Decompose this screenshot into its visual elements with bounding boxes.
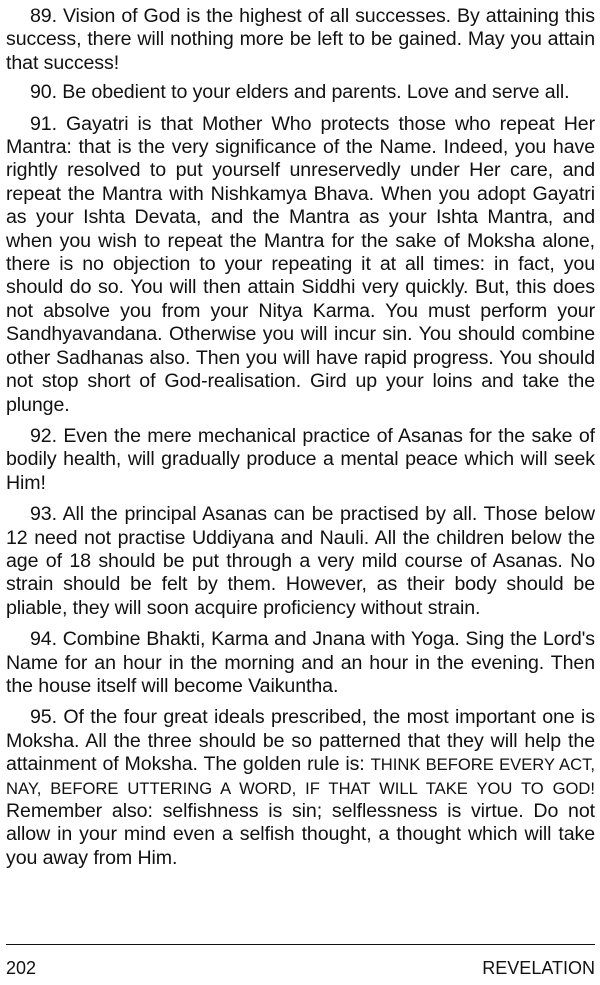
paragraph-95-intro: 95. Of the four great ideals prescribed, the most important one is Moksha. All the three should be so patterned that they will help the attainment of Moksha. The golden rule is: — [6, 706, 595, 776]
page-body — [6, 5, 595, 878]
paragraph-91: 91. Gayatri is that Mother Who protects those who repeat Her Mantra: that is the very significance of the Name. Indeed, you have rightly resolved to put yourself unreservedly under Her care, and repeat the Mantra with Nishkamya Bhava. When you adopt Gayatri as your Ishta Devata, and the Mantra as your Ishta Mantra, and when you wish to repeat the Mantra for the sake of Moksha alone, there is no objection to your repeating it at all times: in fact, you should do so. You will then attain Siddhi very quickly. But, this does not absolve you from your Nitya Karma. You must perform your Sandhyavandana. Otherwise you will incur sin. You should combine other Sadhanas also. Then you will have rapid progress. You should not stop short of God-realisation. Gird up your loins and take the plunge. — [6, 112, 595, 416]
page-number: 202 — [6, 958, 37, 978]
paragraph-94: 94. Combine Bhakti, Karma and Jnana with Yoga. Sing the Lord's Name for an hour in the morning and an hour in the evening. Then the house itself will become Vaikuntha. — [6, 628, 595, 697]
paragraph-93: 93. All the principal Asanas can be practised by all. Those below 12 need not practise Uddiyana and Nauli. All the children below the age of 18 should be put through a very mild course of Asanas. No strain should be felt by them. However, as their body should be pliable, they will soon acquire proficiency without strain. — [6, 503, 595, 619]
paragraph-89: 89. Vision of God is the highest of all successes. By attaining this success, there will nothing more be left to be gained. May you attain that success! — [6, 5, 595, 74]
paragraph-90: 90. Be obedient to your elders and parents. Love and serve all. — [30, 81, 570, 104]
paragraph-95-rest: Remember also: selfishness is sin; selflessness is virtue. Do not allow in your mind even a selfish thought, a thought which will take you away from Him. — [6, 800, 595, 869]
running-title: REVELATION — [482, 958, 595, 978]
paragraph-92: 92. Even the mere mechanical practice of Asanas for the sake of bodily health, will gradually produce a mental peace which will seek Him! — [6, 424, 595, 494]
golden-rule-caps: THINK BEFORE EVERY ACT, NAY, BEFORE UTTERING A WORD, IF THAT WILL TAKE YOU TO GOD! — [6, 755, 595, 798]
paragraph-95 — [6, 706, 595, 870]
footer-rule — [6, 944, 595, 945]
